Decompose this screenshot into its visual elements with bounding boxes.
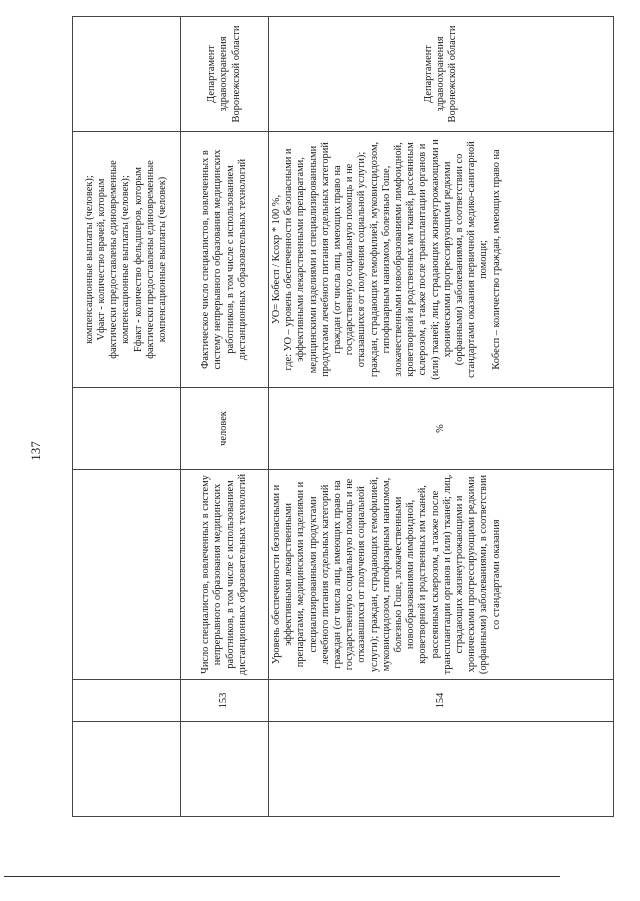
table-row: [73, 17, 181, 817]
formula-line: УО= Кобесп / Ксохр * 100 %,: [271, 194, 282, 325]
formula-line: компенсационные выплаты (человек): [157, 176, 168, 343]
formula-line: Vфакт - количество врачей, которым: [95, 178, 107, 341]
blank-cell: [181, 722, 269, 817]
unit-cell: %: [269, 388, 614, 470]
formula-cell: [181, 132, 269, 388]
formula-line: фактически предоставлены единовременные: [144, 160, 156, 359]
responsible-cell: Департамент здравоохранения Воронежской области: [181, 17, 269, 132]
formula-line: где: УО – уровень обеспеченности безопасными и эффективными лекарственными препаратами, медицинскими изделиями и специализированными продуктами лечебного питания отдельных категорий граждан (от числа лиц, имеющих право на государственную социальную помощь и не отказавшихся от получения социальной услуги); граждан, страдающих гемофилией, муковисцидозом, гипофизарным нанизмом, болезнью Гоше, злокачественными новообразованиями лимфоидной, кроветворной и родственных им тканей, рассеянным склерозом, а также после трансплантации органов и (или) тканей; лиц, страдающих жизнеугрожающими и хроническими прогрессирующими редкими (орфанными) заболеваниями, в соответствии со стандартами оказания первичной медико-санитарной помощи;: [283, 139, 490, 380]
blank-cell: [269, 722, 614, 817]
formula-line: компенсационные выплаты (человек);: [83, 175, 95, 344]
unit-cell: [73, 388, 181, 470]
page-edge-line: [4, 876, 560, 877]
formula-line: Фактическое число специалистов, вовлеченных в систему непрерывного образования медицинских работников, в том числе с использованием дистанционных образовательных технологий: [200, 149, 248, 370]
formula-line: компенсационные выплаты (человек);: [120, 175, 132, 344]
blank-cell: [73, 722, 181, 817]
table-row: [181, 17, 269, 817]
page-number: 137: [28, 441, 43, 461]
indicator-name: Число специалистов, вовлеченных в систему непрерывного образования медицинских работников, в том числе с использованием дистанционных образовательных технологий: [181, 470, 269, 680]
unit-cell: человек: [181, 388, 269, 470]
formula-line: Кобесп – количество граждан, имеющих право на: [490, 149, 502, 370]
indicator-name: [73, 470, 181, 680]
formula-line: фактически предоставлены единовременные: [108, 160, 120, 359]
indicators-table: [72, 16, 614, 817]
responsible-cell: [73, 17, 181, 132]
indicator-name: Уровень обеспеченности безопасными и эффективными лекарственными препаратами, медицинскими изделиями и специализированными продуктами лечебного питания отдельных категорий граждан (от числа лиц, имеющих право на государственную социальную помощь и не отказавшихся от получения социальной услуги); граждан, страдающих гемофилией, муковисцидозом, гипофизарным нанизмом, болезнью Гоше, злокачественными новообразованиями лимфоидной, кроветворной и родственных им тканей, рассеянным склерозом, а также после трансплантации органов и (или) тканей; лиц, страдающих жизнеугрожающими и хроническими прогрессирующими редкими (орфанными) заболеваниями, в соответствии со стандартами оказания: [269, 470, 614, 680]
responsible-cell: Департамент здравоохранения Воронежской области: [269, 17, 614, 132]
row-number: 154: [269, 680, 614, 722]
formula-line: Fфакт - количество фельдшеров, которым: [132, 166, 144, 353]
table-row: [269, 17, 614, 817]
formula-cell: [269, 132, 614, 388]
row-number: [73, 680, 181, 722]
row-number: 153: [181, 680, 269, 722]
formula-cell: [73, 132, 181, 388]
